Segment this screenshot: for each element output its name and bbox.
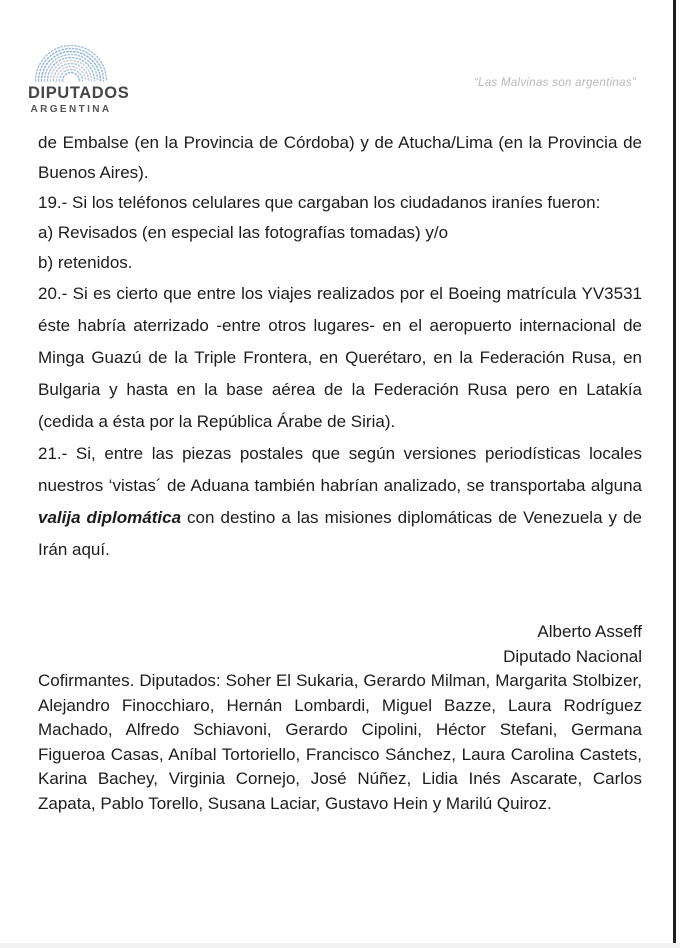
logo-title: DIPUTADOS <box>28 84 130 102</box>
diputados-logo <box>28 36 130 115</box>
signature-role: Diputado Nacional <box>503 646 642 666</box>
paragraph-19: 19.- Si los teléfonos celulares que cargaban los ciudadanos iraníes fueron: <box>38 193 601 212</box>
logo-subtitle: ARGENTINA <box>30 104 112 115</box>
paragraph-21 <box>38 438 642 566</box>
document-body <box>38 128 642 816</box>
paragraph-19b: b) retenidos. <box>38 253 133 272</box>
paragraph-21-after: con destino a las misiones diplomáticas de Venezuela y de Irán aquí. <box>38 508 642 559</box>
cofirmantes-paragraph: Cofirmantes. Diputados: Soher El Sukaria, Gerardo Milman, Margarita Stolbizer, Alejandro Finocchiaro, Hernán Lombardi, Miguel Bazze, Laura Rodríguez Machado, Alfredo Schiavoni, Gerardo Cipolini, Héctor Stefani, Germana Figueroa Casas, Aníbal Tortoriello, Francisco Sánchez, Laura Carolina Castets, Karina Bachey, Virginia Cornejo, José Núñez, Lidia Inés Ascarate, Carlos Zapata, Pablo Torello, Susana Laciar, Gustavo Hein y Marilú Quiroz. <box>38 671 642 813</box>
paragraph-intro: de Embalse (en la Provincia de Córdoba) y de Atucha/Lima (en la Provincia de Buenos Aires). <box>38 133 642 182</box>
emphasis-valija-diplomatica: valija diplomática <box>38 508 182 527</box>
paragraph-21-before: 21.- Si, entre las piezas postales que según versiones periodísticas locales nuestros ‘vistas´ de Aduana también habrían analizado, se transportaba alguna <box>38 444 642 495</box>
page-bottom-edge <box>0 943 680 948</box>
page-right-edge <box>673 0 676 943</box>
malvinas-motto: “Las Malvinas son argentinas” <box>473 77 636 89</box>
paragraph-20: 20.- Si es cierto que entre los viajes realizados por el Boeing matrícula YV3531 éste habría aterrizado -entre otros lugares- en el aeropuerto internacional de Minga Guazú de la Triple Frontera, en Querétaro, en la Federación Rusa, en Bulgaria y hasta en la base aérea de la Federación Rusa pero en Latakía (cedida a ésta por la República Árabe de Siria). <box>38 284 642 431</box>
paragraph-19a: a) Revisados (en especial las fotografías tomadas) y/o <box>38 223 449 242</box>
hemicycle-icon <box>33 36 109 82</box>
signature-name: Alberto Asseff <box>537 622 642 641</box>
closing-block <box>38 620 642 816</box>
